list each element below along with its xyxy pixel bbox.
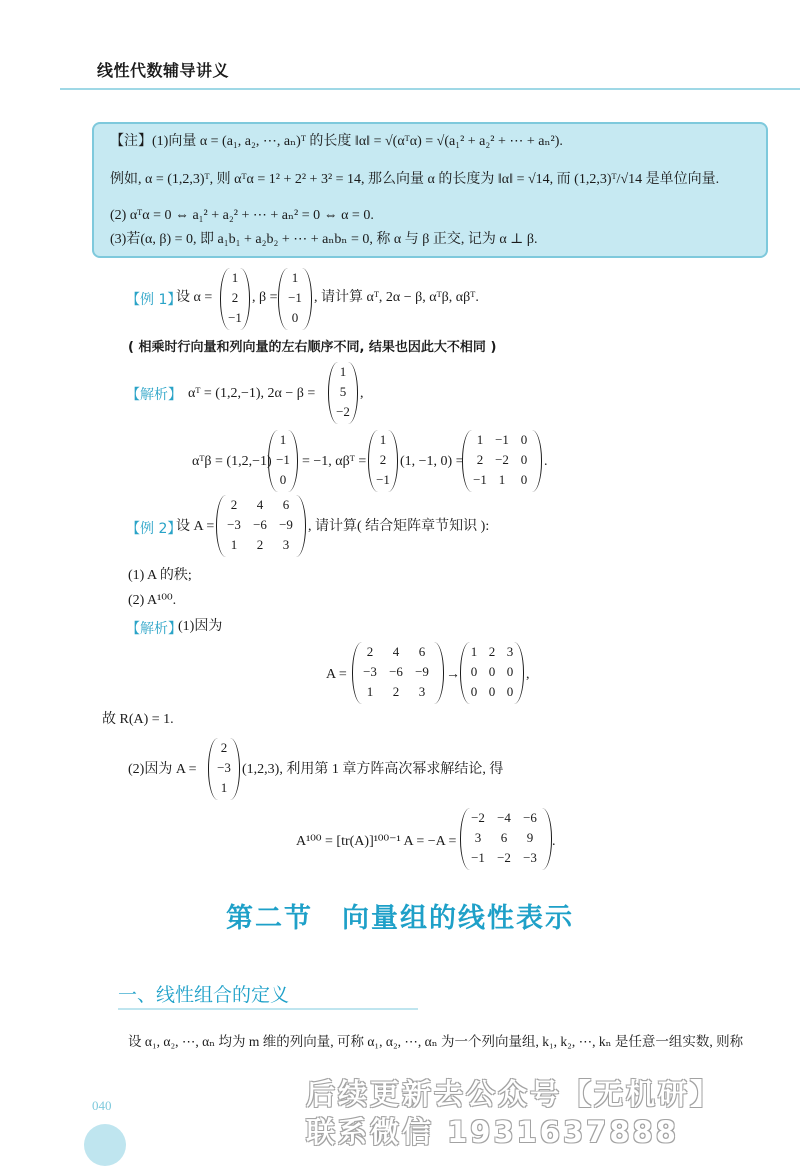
negative-A-matrix: −2 −4 −6 3 6 9 −1 −2 −3: [460, 808, 552, 870]
page-number: 040: [92, 1098, 112, 1113]
page-corner-decoration: [84, 1124, 126, 1166]
example-1-mid: , β =: [252, 290, 278, 305]
alpha-vector: 1 2 −1: [220, 268, 250, 330]
example-1-intro: 设 α =: [176, 290, 213, 305]
example-1-solution-line-1: αᵀ = (1,2,−1), 2α − β =: [188, 386, 316, 401]
period: .: [552, 834, 556, 849]
part-2-intro: (2)因为 A =: [128, 762, 197, 777]
matrix-A-2: 2 4 6 −3 −6 −9 1 2 3: [352, 642, 444, 704]
example-2-intro: 设 A =: [176, 519, 215, 534]
example-1-solution-label: 【解析】: [126, 387, 182, 403]
section-title: 第二节 向量组的线性表示: [226, 903, 574, 933]
running-header: 线性代数辅导讲义: [97, 61, 230, 80]
example-1-tail: , 请计算 αᵀ, 2α − β, αᵀβ, αβᵀ.: [314, 290, 479, 305]
power-formula: A¹⁰⁰ = [tr(A)]¹⁰⁰⁻¹ A = −A =: [296, 834, 457, 849]
alpha-vector-2: 1 2 −1: [368, 430, 398, 492]
two-alpha-minus-beta: 1 5 −2: [328, 362, 358, 424]
example-2-label: 【例 2】: [126, 521, 182, 537]
body-paragraph: 设 α₁, α₂, ⋯, αₙ 均为 m 维的列向量, 可称 α₁, α₂, ⋯, αₙ 为一个列向量组, k₁, k₂, ⋯, kₙ 是任意一组实数, 则称: [128, 1034, 744, 1049]
example-1-outer-label: = −1, αβᵀ =: [302, 454, 367, 469]
period: .: [544, 454, 548, 469]
rank-conclusion: 故 R(A) = 1.: [102, 712, 174, 727]
subsection-title: 一、线性组合的定义: [118, 984, 290, 1006]
example-1-remark: ( 相乘时行向量和列向量的左右顺序不同, 结果也因此大不相同 ): [128, 340, 497, 355]
column-vector: 2 −3 1: [208, 738, 240, 800]
example-1-label: 【例 1】: [126, 292, 182, 308]
header-rule: [60, 88, 800, 90]
subsection-rule: [118, 1008, 418, 1010]
beta-vector-2: 1 −1 0: [268, 430, 298, 492]
example-2-question-1: (1) A 的秩;: [128, 568, 192, 583]
part-2-tail: (1,2,3), 利用第 1 章方阵高次幂求解结论, 得: [242, 762, 504, 777]
watermark-line-2: 联系微信 1931637888: [306, 1115, 679, 1149]
note-line-3: (2) αᵀα = 0 ⇔ a₁² + a₂² + ⋯ + aₙ² = 0 ⇔ α = 0.: [110, 208, 374, 223]
example-2-tail: , 请计算( 结合矩阵章节知识 ):: [308, 519, 490, 534]
example-1-dot-product: αᵀβ = (1,2,−1): [192, 454, 272, 469]
example-2-solution-intro: (1)因为: [178, 619, 223, 634]
watermark-line-1: 后续更新去公众号【无机研】: [306, 1077, 723, 1111]
comma: ,: [360, 386, 364, 401]
note-line-4: (3)若(α, β) = 0, 即 a₁b₁ + a₂b₂ + ⋯ + aₙbₙ = 0, 称 α 与 β 正交, 记为 α ⊥ β.: [110, 232, 538, 247]
comma: ,: [526, 667, 530, 682]
beta-vector: 1 −1 0: [278, 268, 312, 330]
example-2-solution-label: 【解析】: [126, 621, 182, 637]
reduced-matrix: 1 2 3 0 0 0 0 0 0: [460, 642, 524, 704]
arrow: →: [446, 667, 460, 682]
note-line-1: 【注】(1)向量 α = (a₁, a₂, ⋯, aₙ)ᵀ 的长度 ‖α‖ = √(αᵀα) = √(a₁² + a₂² + ⋯ + aₙ²).: [110, 134, 563, 149]
matrix-A: 2 4 6 −3 −6 −9 1 2 3: [216, 495, 306, 557]
example-2-question-2: (2) A¹⁰⁰.: [128, 593, 177, 608]
note-line-2: 例如, α = (1,2,3)ᵀ, 则 αᵀα = 1² + 2² + 3² = 14, 那么向量 α 的长度为 ‖α‖ = √14, 而 (1,2,3)ᵀ/√14 是单位向量.: [110, 172, 720, 187]
outer-product-matrix: 1 −1 0 2 −2 0 −1 1 0: [462, 430, 542, 492]
beta-transpose-row: (1, −1, 0) =: [400, 454, 464, 469]
eq-A: A =: [326, 667, 347, 682]
